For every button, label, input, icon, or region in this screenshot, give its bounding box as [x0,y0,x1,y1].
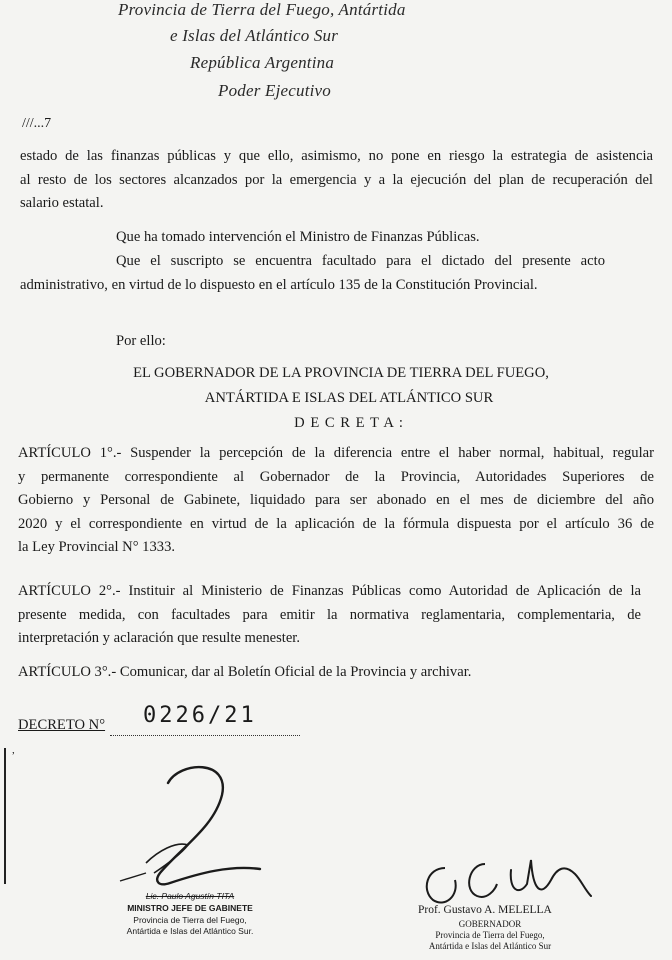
signature-left-scribble [110,755,280,895]
text-line: salario estatal. [20,195,104,212]
text-line: Que el suscripto se encuentra facultado para el dictado del presente acto [116,253,605,269]
text-line: ARTÍCULO 2°.- Instituir al Ministerio de Finanzas Públicas como Autoridad de Aplicación de la [18,583,641,599]
text-line: administrativo, en virtud de lo dispuesto en el artículo 135 de la Constitución Provincial. [20,276,538,293]
text-line: presente medida, con facultades para emitir la normativa reglamentaria, complementaria, de [18,606,641,623]
text-line: la Ley Provincial N° 1333. [18,539,176,556]
letterhead-line-2: e Islas del Atlántico Sur [170,26,339,45]
text-line: al resto de los sectores alcanzados por la emergencia y a la ejecución del plan de recuperación del [20,171,653,188]
text-line: Gobierno y Personal de Gabinete, liquidado para ser abonado en el mes de diciembre del año [18,492,654,509]
articulo-3: ARTÍCULO 3°.- Comunicar, dar al Boletín Oficial de la Provincia y archivar. [18,664,472,680]
text-line: estado de las finanzas públicas y que ello, asimismo, no pone en riesgo la estrategia de asistencia [20,148,653,164]
signature-right-role: GOBERNADOR [458,919,522,929]
text-line: interpretación y aclaración que resulte menester. [18,630,301,647]
decreta-heading: D E C R E T A : [294,415,404,431]
signature-right-org-1: Provincia de Tierra del Fuego, [435,930,545,940]
letterhead-line-3: República Argentina [190,53,335,72]
signature-left-org-1: Provincia de Tierra del Fuego, [133,915,247,925]
tick-mark: , [12,744,15,756]
por-ello: Por ello: [116,333,166,349]
page-reference: ///...7 [22,116,52,131]
letterhead-line-1: Provincia de Tierra del Fuego, Antártida [118,0,406,19]
paragraph-facultado [20,250,605,297]
decreto-number: 0226/21 [143,703,257,728]
signature-left-role: MINISTRO JEFE DE GABINETE [127,903,253,913]
decreto-underline [110,735,300,736]
articulo-2 [18,580,641,651]
text-line: y permanente correspondiente al Gobernador de la Provincia, Autoridades Superiores de [18,468,654,485]
signature-left-org-2: Antártida e Islas del Atlántico Sur. [126,926,254,936]
articulo-1 [18,442,654,560]
text-line: ARTÍCULO 1°.- Suspender la percepción de la diferencia entre el haber normal, habitual, regular [18,445,654,461]
decreto-label: DECRETO N° [18,717,106,733]
paragraph-ministerio: Que ha tomado intervención el Ministro de Finanzas Públicas. [116,229,480,245]
letterhead-line-4: Poder Ejecutivo [218,81,331,100]
margin-line [4,748,6,884]
signature-right-org-2: Antártida e Islas del Atlántico Sur [428,941,552,951]
gobernador-title-line-2: ANTÁRTIDA E ISLAS DEL ATLÁNTICO SUR [204,390,494,406]
gobernador-title-line-1: EL GOBERNADOR DE LA PROVINCIA DE TIERRA DEL FUEGO, [133,365,549,381]
text-line: 2020 y el correspondiente en virtud de la aplicación de la fórmula dispuesta por el artículo 36 de [18,515,654,532]
signature-left-name: Lic. Paulo Agustín TITA [145,891,235,901]
intro-paragraph [20,145,653,216]
signature-right-name: Prof. Gustavo A. MELELLA [418,904,552,916]
